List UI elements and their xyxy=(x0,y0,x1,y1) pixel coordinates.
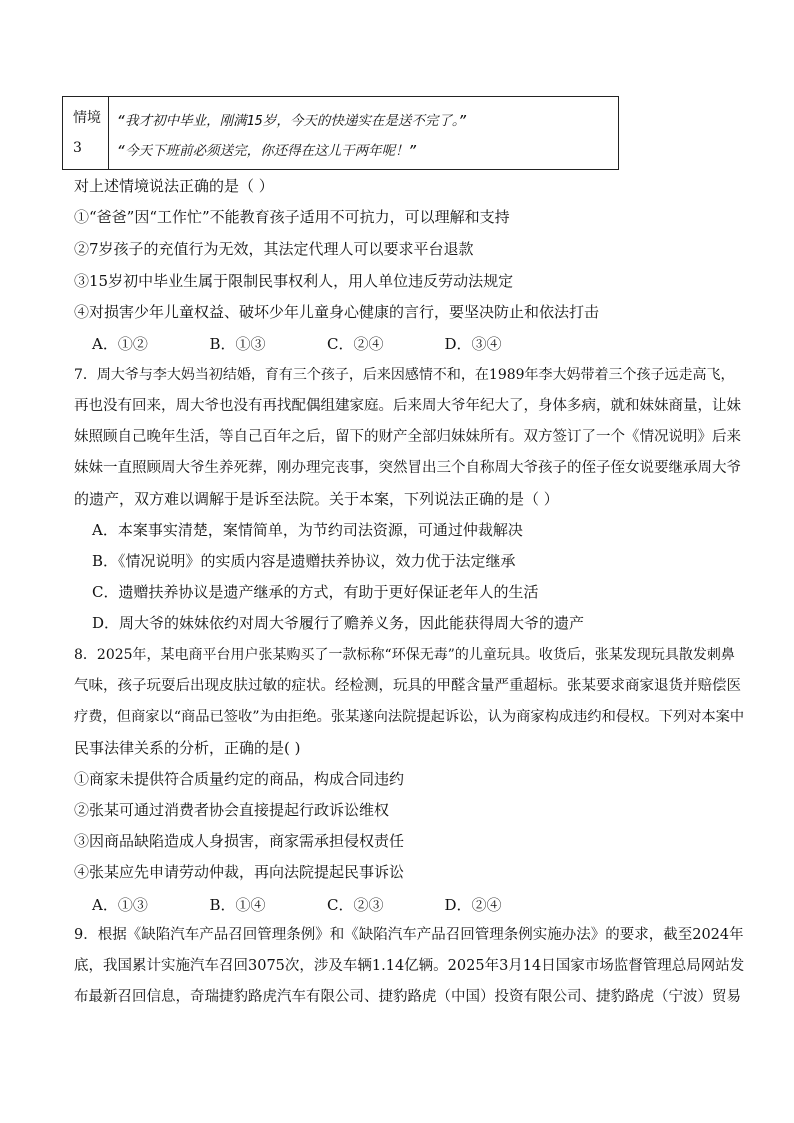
q8-option-4: ④张某应先申请劳动仲裁，再向法院提起民事诉讼 xyxy=(74,863,405,881)
q6-stem: 对上述情境说法正确的是（ ） xyxy=(74,177,274,195)
q7-line-4: 妹妹一直照顾周大爷生养死葬，刚办理完丧事，突然冒出三个自称周大爷孩子的侄子侄女说要继承周大爷 xyxy=(74,460,741,476)
q6-choice-d: D．③④ xyxy=(444,335,502,353)
q7-option-b: B．《情况说明》的实质内容是遗赠扶养协议，效力优于法定继承 xyxy=(92,552,516,570)
q7-option-a: A．本案事实清楚，案情简单，为节约司法资源，可通过仲裁解决 xyxy=(92,521,523,539)
q6-choice-b: B．①③ xyxy=(209,335,266,353)
scenario-quotes xyxy=(109,97,618,169)
scenario-label-number: 3 xyxy=(73,140,82,156)
q6-option-4: ④对损害少年儿童权益、破坏少年儿童身心健康的言行，要坚决防止和依法打击 xyxy=(74,303,600,321)
q9-line-1: 9．根据《缺陷汽车产品召回管理条例》和《缺陷汽车产品召回管理条例实施办法》的要求，截至2024年 xyxy=(74,927,744,943)
q8-choices xyxy=(92,894,562,915)
q8-choice-d: D．②④ xyxy=(444,896,502,914)
q8-choice-a: A．①③ xyxy=(92,896,148,914)
q8-line-1: 8．2025年，某电商平台用户张某购买了一款标称“环保无毒”的儿童玩具。收货后，张某发现玩具散发刺鼻 xyxy=(74,647,735,663)
q8-choice-c: C．②③ xyxy=(327,896,384,914)
q9-line-3: 布最新召回信息，奇瑞捷豹路虎汽车有限公司、捷豹路虎（中国）投资有限公司、捷豹路虎（宁波）贸易 xyxy=(74,989,741,1005)
q7-line-3: 妹照顾自己晚年生活，等自己百年之后，留下的财产全部归妹妹所有。双方签订了一个《情况说明》后来 xyxy=(74,429,741,445)
q7-line-5: 的遗产，双方难以调解于是诉至法院。关于本案，下列说法正确的是（ ） xyxy=(74,490,559,508)
scenario-label xyxy=(63,97,109,169)
q8-option-3: ③因商品缺陷造成人身损害，商家需承担侵权责任 xyxy=(74,832,405,850)
q8-line-2: 气味，孩子玩耍后出现皮肤过敏的症状。经检测，玩具的甲醛含量严重超标。张某要求商家退货并赔偿医 xyxy=(74,678,741,694)
q9-line-2: 底，我国累计实施汽车召回3075次，涉及车辆1.14亿辆。2025年3月14日国家市场监督管理总局网站发 xyxy=(74,958,745,974)
q6-choice-c: C．②④ xyxy=(327,335,384,353)
q6-option-2: ②7岁孩子的充值行为无效，其法定代理人可以要求平台退款 xyxy=(74,240,474,258)
q6-choice-a: A．①② xyxy=(92,335,148,353)
q8-option-2: ②张某可通过消费者协会直接提起行政诉讼维权 xyxy=(74,801,390,819)
scenario-table xyxy=(62,96,619,170)
q6-choices xyxy=(92,333,562,354)
scenario-quote-1: “我才初中毕业，刚满15岁，今天的快递实在是送不完了。” xyxy=(117,113,467,129)
q6-option-1: ①“爸爸”因“工作忙”不能教育孩子适用不可抗力，可以理解和支持 xyxy=(74,208,510,226)
q6-option-3: ③15岁初中毕业生属于限制民事权利人，用人单位违反劳动法规定 xyxy=(74,272,514,290)
q7-line-1: 7．周大爷与李大妈当初结婚，育有三个孩子，后来因感情不和，在1989年李大妈带着三个孩子远走高飞， xyxy=(74,367,735,383)
q7-option-d: D．周大爷的妹妹依约对周大爷履行了赡养义务，因此能获得周大爷的遗产 xyxy=(92,614,585,632)
q8-line-3: 疗费，但商家以“商品已签收”为由拒绝。张某遂向法院提起诉讼，认为商家构成违约和侵权。下列对本案中 xyxy=(74,709,745,725)
q8-option-1: ①商家未提供符合质量约定的商品，构成合同违约 xyxy=(74,770,405,788)
q8-choice-b: B．①④ xyxy=(209,896,266,914)
q7-line-2: 再也没有回来，周大爷也没有再找配偶组建家庭。后来周大爷年纪大了，身体多病，就和妹妹商量，让妹 xyxy=(74,398,741,414)
scenario-label-title: 情境 xyxy=(73,110,101,126)
q7-option-c: C．遗赠扶养协议是遗产继承的方式，有助于更好保证老年人的生活 xyxy=(92,583,539,601)
q8-line-4: 民事法律关系的分析，正确的是( ) xyxy=(74,739,301,757)
scenario-quote-2: “今天下班前必须送完，你还得在这儿干两年呢！” xyxy=(117,143,417,159)
